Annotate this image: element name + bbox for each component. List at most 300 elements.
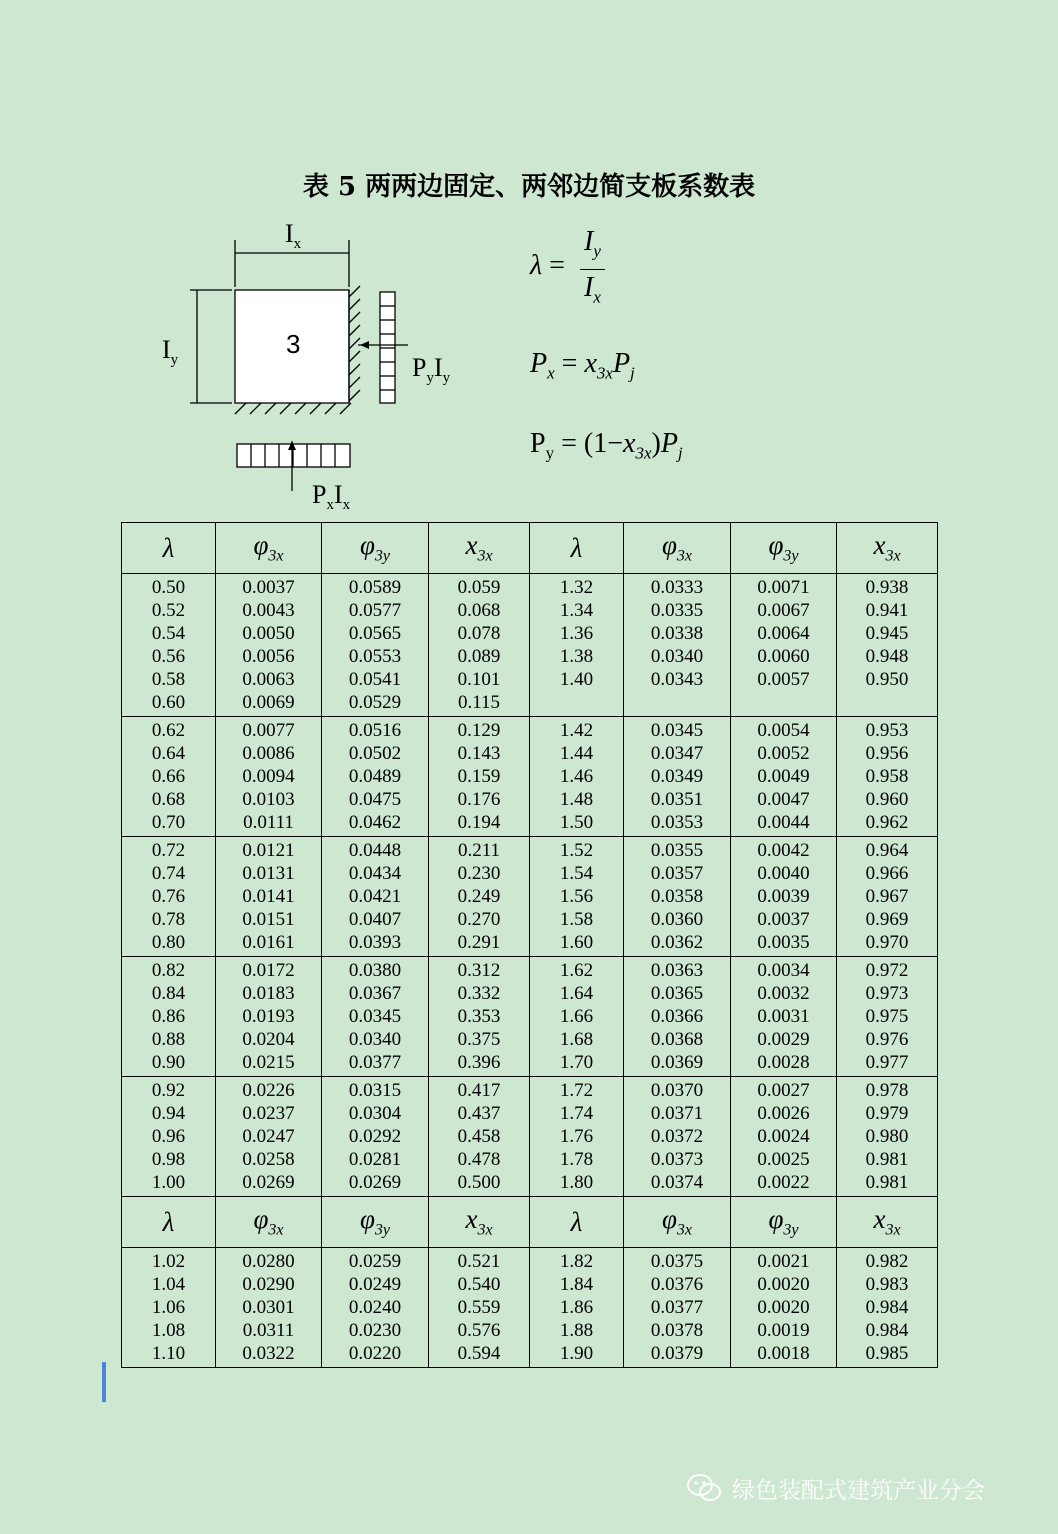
cell-value: 0.0345 [348, 1006, 402, 1027]
cell-value: 1.76 [559, 1126, 594, 1147]
cell-value: 0.0322 [242, 1343, 295, 1364]
cell-value: 0.72 [151, 840, 186, 861]
cell-value: 0.0034 [757, 960, 810, 981]
cell-value: 0.0366 [650, 1006, 704, 1027]
cell-value: 0.0304 [348, 1103, 402, 1124]
cell-value: 0.353 [457, 1006, 501, 1027]
cell-value: 0.0367 [348, 983, 402, 1004]
cell-value: 0.977 [865, 1052, 909, 1073]
cell-value: 0.0056 [242, 646, 295, 667]
table-cell [429, 717, 530, 837]
cell-value: 1.46 [559, 766, 594, 787]
cell-value: 0.0373 [650, 1149, 704, 1170]
column-header: $\varphi_{3x}$ [624, 1197, 731, 1248]
cell-value: 0.979 [865, 1103, 909, 1124]
cell-value: 1.68 [559, 1029, 594, 1050]
cell-value: 0.966 [865, 863, 909, 884]
wechat-icon [686, 1472, 722, 1504]
cell-value: 1.88 [559, 1320, 594, 1341]
table-cell [530, 717, 624, 837]
cell-value: 0.0021 [757, 1251, 810, 1272]
cell-value: 1.80 [559, 1172, 594, 1193]
cell-value: 0.0103 [242, 789, 295, 810]
cell-value: 0.0577 [348, 600, 402, 621]
cell-value: 0.0365 [650, 983, 704, 1004]
table-row-group [122, 1077, 938, 1197]
column-header: λ [122, 1197, 216, 1248]
cell-value: 0.938 [865, 577, 909, 598]
cell-value: 0.0054 [757, 720, 810, 741]
cell-value: 0.143 [457, 743, 501, 764]
cell-value: 0.0379 [650, 1343, 704, 1364]
cell-value: 0.0028 [757, 1052, 810, 1073]
cell-value: 1.08 [151, 1320, 186, 1341]
table-cell [216, 574, 322, 717]
cell-value: 0.101 [457, 669, 501, 690]
cell-value: 0.0161 [242, 932, 295, 953]
cell-value: 0.291 [457, 932, 501, 953]
watermark-text: 绿色装配式建筑产业分会 [732, 1477, 985, 1504]
cell-value: 0.0031 [757, 1006, 810, 1027]
cell-value: 0.0027 [757, 1080, 810, 1101]
cell-value: 0.0407 [348, 909, 402, 930]
cell-value: 0.0249 [348, 1274, 402, 1295]
cell-value: 0.0069 [242, 692, 295, 713]
load-x-label: $P_xI_x$ [312, 480, 351, 514]
lx-label: $I_x$ [285, 219, 302, 253]
cell-value: 0.80 [151, 932, 186, 953]
cell-value: 0.0240 [348, 1297, 402, 1318]
table-row-group [122, 837, 938, 957]
cell-value: 0.0372 [650, 1126, 704, 1147]
table-row-group [122, 717, 938, 837]
cell-value: 1.38 [559, 646, 594, 667]
cell-value: 0.176 [457, 789, 501, 810]
cell-value: 0.74 [151, 863, 186, 884]
table-row-group [122, 1248, 938, 1368]
cell-value: 0.0121 [242, 840, 295, 861]
cell-value: 1.82 [559, 1251, 594, 1272]
cell-value: 1.36 [559, 623, 594, 644]
cell-value: 0.52 [151, 600, 186, 621]
cell-value: 0.984 [865, 1320, 909, 1341]
table-cell [122, 837, 216, 957]
table-cell [322, 574, 429, 717]
table-cell [429, 837, 530, 957]
cell-value: 0.0247 [242, 1126, 295, 1147]
cell-value: 0.375 [457, 1029, 501, 1050]
cell-value: 1.44 [559, 743, 594, 764]
cell-value: 0.0029 [757, 1029, 810, 1050]
cell-value: 0.068 [457, 600, 501, 621]
cell-value: 0.964 [865, 840, 909, 861]
cell-value: 0.0338 [650, 623, 704, 644]
cell-value: 0.967 [865, 886, 909, 907]
table-header-row [122, 1197, 938, 1248]
column-header: $x_{3x}$ [837, 523, 938, 574]
table-cell [837, 957, 938, 1077]
cell-value: 1.06 [151, 1297, 186, 1318]
cell-value: 1.00 [151, 1172, 186, 1193]
cell-value: 0.0589 [348, 577, 402, 598]
cell-value: 0.962 [865, 812, 909, 833]
cell-value: 0.0037 [757, 909, 810, 930]
cell-value: 0.211 [457, 840, 501, 861]
cell-value: 0.0024 [757, 1126, 810, 1147]
cell-value: 0.975 [865, 1006, 909, 1027]
cell-value: 0.0553 [348, 646, 402, 667]
fraction-numerator: $I_y$ [580, 225, 605, 270]
table-cell [624, 574, 731, 717]
page-title: 表 5 两两边固定、两邻边简支板系数表 [302, 172, 756, 202]
cell-value: 0.0043 [242, 600, 295, 621]
cell-value: 0.981 [865, 1149, 909, 1170]
cell-value: 0.54 [151, 623, 186, 644]
cell-value: 0.0237 [242, 1103, 295, 1124]
column-header: $\varphi_{3x}$ [624, 523, 731, 574]
cell-value: 1.32 [559, 577, 594, 598]
cell-value: 0.0393 [348, 932, 402, 953]
column-header: λ [122, 523, 216, 574]
table-cell [122, 1077, 216, 1197]
cell-value: 0.0026 [757, 1103, 810, 1124]
cell-value: 0.90 [151, 1052, 186, 1073]
cell-value: 0.0380 [348, 960, 402, 981]
cell-value: 0.0333 [650, 577, 704, 598]
cell-value: 0.0370 [650, 1080, 704, 1101]
cell-value: 0.0035 [757, 932, 810, 953]
cell-value: 0.941 [865, 600, 909, 621]
cell-value: 1.64 [559, 983, 594, 1004]
cell-value: 0.950 [865, 669, 909, 690]
table-cell [122, 957, 216, 1077]
cell-value: 0.0020 [757, 1297, 810, 1318]
column-header: $\varphi_{3x}$ [216, 1197, 322, 1248]
table-cell [624, 1248, 731, 1368]
cell-value: 0.0032 [757, 983, 810, 1004]
cell-value: 0.0363 [650, 960, 704, 981]
table-cell [322, 717, 429, 837]
cell-value: 0.0377 [650, 1297, 704, 1318]
cell-value: 0.0335 [650, 600, 704, 621]
ly-label: $I_y$ [162, 335, 179, 369]
cell-value: 0.0292 [348, 1126, 402, 1147]
cell-value: 0.62 [151, 720, 186, 741]
cell-value: 1.40 [559, 669, 594, 690]
lambda-formula-lhs: λ = [530, 250, 565, 281]
cell-value: 0.64 [151, 743, 186, 764]
cell-value: 0.0345 [650, 720, 704, 741]
cell-value: 0.56 [151, 646, 186, 667]
cell-value: 0.159 [457, 766, 501, 787]
cell-value: 0.948 [865, 646, 909, 667]
cell-value: 0.0376 [650, 1274, 704, 1295]
column-header: λ [530, 523, 624, 574]
cell-value: 0.0220 [348, 1343, 402, 1364]
cell-value: 0.0340 [348, 1029, 402, 1050]
cell-value: 0.0019 [757, 1320, 810, 1341]
cell-value: 1.72 [559, 1080, 594, 1101]
table-cell [216, 1248, 322, 1368]
cell-value: 0.417 [457, 1080, 501, 1101]
cell-value: 0.92 [151, 1080, 186, 1101]
cell-value: 0.985 [865, 1343, 909, 1364]
table-cell [530, 957, 624, 1077]
px-formula: $P_x = x_{3x}P_j$ [530, 348, 635, 383]
cell-value: 0.0362 [650, 932, 704, 953]
cell-value: 0.0204 [242, 1029, 295, 1050]
cell-value: 1.84 [559, 1274, 594, 1295]
cell-value: 0.0018 [757, 1343, 810, 1364]
cell-value: 0.0131 [242, 863, 295, 884]
cell-value: 1.04 [151, 1274, 186, 1295]
column-header: $\varphi_{3x}$ [216, 523, 322, 574]
cell-value: 0.0071 [757, 577, 810, 598]
load-y-label: $P_yI_y$ [412, 353, 451, 387]
cell-value: 1.42 [559, 720, 594, 741]
cell-value: 1.48 [559, 789, 594, 810]
cell-value: 0.594 [457, 1343, 501, 1364]
cell-value: 0.956 [865, 743, 909, 764]
cell-value: 0.982 [865, 1251, 909, 1272]
cell-value: 0.0301 [242, 1297, 295, 1318]
cell-value: 0.0086 [242, 743, 295, 764]
cell-value: 0.0541 [348, 669, 402, 690]
cell-value: 0.0049 [757, 766, 810, 787]
cell-value: 0.98 [151, 1149, 186, 1170]
table-cell [624, 1077, 731, 1197]
cell-value: 0.0025 [757, 1149, 810, 1170]
cell-value: 0.0368 [650, 1029, 704, 1050]
cell-value: 0.0172 [242, 960, 295, 981]
cell-value: 0.0039 [757, 886, 810, 907]
cell-value: 0.129 [457, 720, 501, 741]
cell-value: 0.70 [151, 812, 186, 833]
cell-value: 1.52 [559, 840, 594, 861]
table-cell [731, 837, 837, 957]
table-cell [322, 1248, 429, 1368]
cell-value: 0.0151 [242, 909, 295, 930]
table-cell [837, 574, 938, 717]
cell-value: 0.0347 [650, 743, 704, 764]
cell-value: 1.34 [559, 600, 594, 621]
cell-value: 0.0340 [650, 646, 704, 667]
table-cell [429, 574, 530, 717]
cell-value: 0.115 [457, 692, 501, 713]
column-header: $x_{3x}$ [429, 523, 530, 574]
cell-value: 0.059 [457, 577, 501, 598]
cell-value: 0.958 [865, 766, 909, 787]
cell-value: 0.0047 [757, 789, 810, 810]
cell-value: 1.58 [559, 909, 594, 930]
py-formula: $P_y = (1-x_{3x})P_j$ [530, 428, 683, 463]
cell-value: 0.0111 [243, 812, 294, 833]
cell-value: 0.0230 [348, 1320, 402, 1341]
fraction-denominator: $I_x$ [584, 271, 601, 307]
cell-value: 0.0226 [242, 1080, 295, 1101]
cell-value: 0.0020 [757, 1274, 810, 1295]
cell-value: 0.980 [865, 1126, 909, 1147]
table-cell [731, 1248, 837, 1368]
cell-value: 0.270 [457, 909, 501, 930]
cell-value: 0.82 [151, 960, 186, 981]
cell-value: 0.0565 [348, 623, 402, 644]
table-cell [731, 717, 837, 837]
cell-value: 0.0462 [348, 812, 402, 833]
table-cell [624, 957, 731, 1077]
cell-value: 0.0050 [242, 623, 295, 644]
cell-value: 0.089 [457, 646, 501, 667]
cell-value: 0.0489 [348, 766, 402, 787]
cell-value: 0.970 [865, 932, 909, 953]
cell-value: 0.960 [865, 789, 909, 810]
cell-value: 1.56 [559, 886, 594, 907]
table-cell [731, 574, 837, 717]
table-cell [122, 1248, 216, 1368]
cell-value: 0.0353 [650, 812, 704, 833]
cell-value: 0.249 [457, 886, 501, 907]
cell-value: 0.0360 [650, 909, 704, 930]
cell-value: 0.521 [457, 1251, 501, 1272]
cell-value: 0.0183 [242, 983, 295, 1004]
table-cell [530, 837, 624, 957]
table-row-group [122, 574, 938, 717]
cell-value: 1.50 [559, 812, 594, 833]
lambda-fraction [580, 225, 605, 315]
cell-value: 0.0502 [348, 743, 402, 764]
cell-value: 0.969 [865, 909, 909, 930]
cell-value: 0.0529 [348, 692, 402, 713]
cell-value: 0.0281 [348, 1149, 402, 1170]
cell-value: 0.396 [457, 1052, 501, 1073]
column-header: $\varphi_{3y}$ [322, 1197, 429, 1248]
cell-value: 0.68 [151, 789, 186, 810]
table-cell [122, 574, 216, 717]
cell-value: 0.953 [865, 720, 909, 741]
cell-value: 0.0371 [650, 1103, 704, 1124]
cell-value: 0.972 [865, 960, 909, 981]
cell-value: 0.0357 [650, 863, 704, 884]
table-cell [216, 957, 322, 1077]
cell-value: 0.0434 [348, 863, 402, 884]
cell-value: 0.078 [457, 623, 501, 644]
cell-value: 1.70 [559, 1052, 594, 1073]
cell-value: 0.86 [151, 1006, 186, 1027]
cell-value: 0.88 [151, 1029, 186, 1050]
cell-value: 0.0280 [242, 1251, 295, 1272]
cell-value: 0.0378 [650, 1320, 704, 1341]
cell-value: 0.76 [151, 886, 186, 907]
cell-value: 0.0475 [348, 789, 402, 810]
cell-value: 0.0349 [650, 766, 704, 787]
cell-value: 0.332 [457, 983, 501, 1004]
cell-value: 0.576 [457, 1320, 501, 1341]
column-header: $\varphi_{3y}$ [731, 1197, 837, 1248]
cell-value: 0.0369 [650, 1052, 704, 1073]
cell-value: 0.0193 [242, 1006, 295, 1027]
table-cell [530, 574, 624, 717]
table-cell [429, 957, 530, 1077]
cell-value: 0.0269 [348, 1172, 402, 1193]
cell-value: 0.0022 [757, 1172, 810, 1193]
table-cell [530, 1077, 624, 1197]
column-header: $x_{3x}$ [429, 1197, 530, 1248]
table-cell [429, 1248, 530, 1368]
cell-value: 0.0040 [757, 863, 810, 884]
table-cell [624, 717, 731, 837]
cell-value: 0.0215 [242, 1052, 295, 1073]
cell-value: 0.94 [151, 1103, 186, 1124]
table-cell [216, 1077, 322, 1197]
cell-value: 1.90 [559, 1343, 594, 1364]
cell-value: 0.0290 [242, 1274, 295, 1295]
cell-value: 0.78 [151, 909, 186, 930]
cell-value: 0.540 [457, 1274, 501, 1295]
column-header: $\varphi_{3y}$ [731, 523, 837, 574]
cell-value: 0.0315 [348, 1080, 402, 1101]
cell-value: 0.0259 [348, 1251, 402, 1272]
table-cell [837, 1248, 938, 1368]
cell-value: 1.60 [559, 932, 594, 953]
table-row-group [122, 957, 938, 1077]
cell-value: 0.437 [457, 1103, 501, 1124]
cell-value: 0.559 [457, 1297, 501, 1318]
table-cell [322, 837, 429, 957]
cell-value: 0.84 [151, 983, 186, 1004]
cell-value: 0.0052 [757, 743, 810, 764]
table-cell [429, 1077, 530, 1197]
cell-value: 0.0358 [650, 886, 704, 907]
cell-value: 0.0377 [348, 1052, 402, 1073]
cell-value: 0.66 [151, 766, 186, 787]
cell-value: 0.194 [457, 812, 501, 833]
cell-value: 0.0374 [650, 1172, 704, 1193]
cell-value: 0.312 [457, 960, 501, 981]
cell-value: 1.10 [151, 1343, 186, 1364]
cell-value: 0.0094 [242, 766, 295, 787]
cell-value: 1.78 [559, 1149, 594, 1170]
column-header: λ [530, 1197, 624, 1248]
cell-value: 0.458 [457, 1126, 501, 1147]
cell-value: 0.983 [865, 1274, 909, 1295]
cell-value: 0.0516 [348, 720, 402, 741]
cell-value: 0.58 [151, 669, 186, 690]
table-cell [731, 1077, 837, 1197]
cell-value: 0.976 [865, 1029, 909, 1050]
table-cell [837, 837, 938, 957]
cell-value: 0.0067 [757, 600, 810, 621]
cell-value: 0.978 [865, 1080, 909, 1101]
cell-value: 0.0042 [757, 840, 810, 861]
panel-number: 3 [286, 329, 301, 359]
table-cell [624, 837, 731, 957]
cell-value: 0.984 [865, 1297, 909, 1318]
cell-value: 0.973 [865, 983, 909, 1004]
table-cell [122, 717, 216, 837]
cell-value: 0.0077 [242, 720, 295, 741]
column-header: $x_{3x}$ [837, 1197, 938, 1248]
cell-value: 1.86 [559, 1297, 594, 1318]
cell-value: 1.74 [559, 1103, 594, 1124]
cell-value: 0.0258 [242, 1149, 295, 1170]
table-cell [530, 1248, 624, 1368]
table-cell [216, 837, 322, 957]
cell-value: 0.945 [865, 623, 909, 644]
table-cell [731, 957, 837, 1077]
cell-value: 0.0343 [650, 669, 704, 690]
cell-value: 0.0057 [757, 669, 810, 690]
cell-value: 0.0060 [757, 646, 810, 667]
